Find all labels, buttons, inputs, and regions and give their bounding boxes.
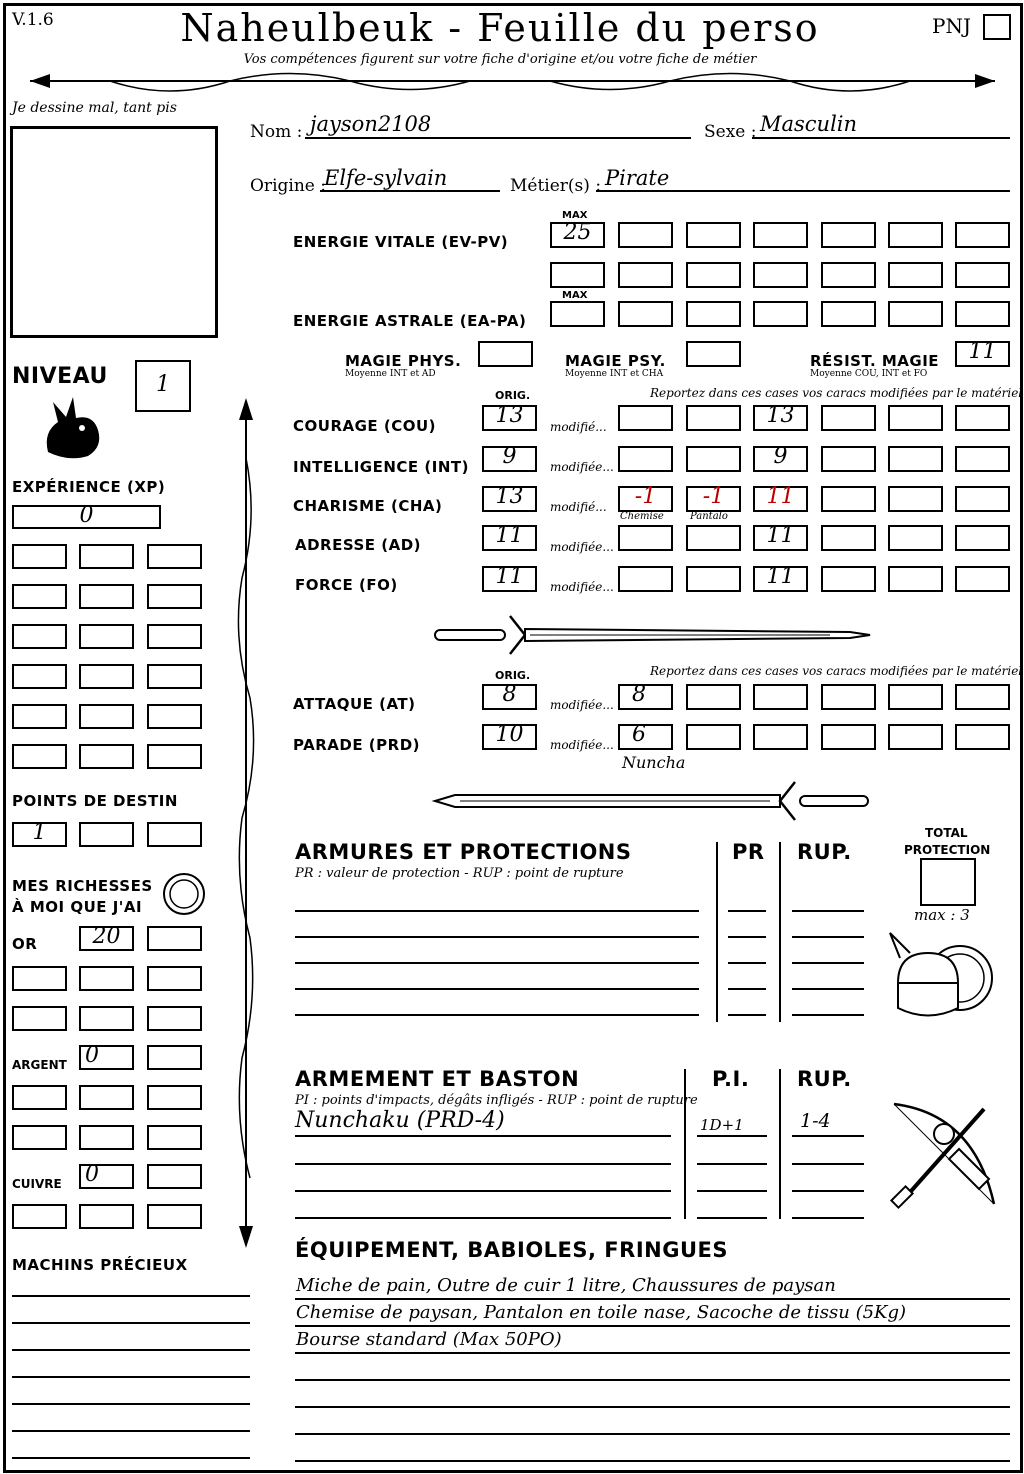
stat-orig-value: 13 xyxy=(495,403,524,428)
armement-line[interactable] xyxy=(295,1217,671,1219)
ev-box[interactable] xyxy=(821,262,876,288)
equipement-line[interactable] xyxy=(295,1406,1010,1408)
destin-box[interactable] xyxy=(79,822,134,847)
ea-box[interactable] xyxy=(821,301,876,327)
xp-cell[interactable] xyxy=(79,584,134,609)
prd-note: Nuncha xyxy=(622,753,686,772)
ev-label: ENERGIE VITALE (EV-PV) xyxy=(293,233,509,251)
max-note: max : 3 xyxy=(914,906,970,924)
ea-max-box[interactable] xyxy=(550,301,605,327)
armement-divider xyxy=(779,1069,781,1219)
magie-psy-note: Moyenne INT et CHA xyxy=(565,369,664,379)
armures-legend: PR : valeur de protection - RUP : point de rupture xyxy=(295,866,624,881)
armement-rup-line[interactable] xyxy=(792,1217,864,1219)
magie-phys-box[interactable] xyxy=(478,341,533,367)
niveau-label: NIVEAU xyxy=(12,364,108,389)
stat-mod-box[interactable] xyxy=(618,525,673,551)
stat-orig-box[interactable] xyxy=(482,566,537,592)
stat-mod-box[interactable] xyxy=(753,566,808,592)
armement-title: ARMEMENT ET BASTON xyxy=(295,1067,580,1091)
stat-mod-note: Chemise xyxy=(620,511,664,522)
argent-box[interactable] xyxy=(147,1085,202,1110)
cuivre-box[interactable] xyxy=(79,1164,134,1189)
prd-mod-box[interactable] xyxy=(753,724,808,750)
resist-magie-value: 11 xyxy=(968,339,997,364)
equipement-item[interactable]: Chemise de paysan, Pantalon en toile nase, Sacoche de tissu (5Kg) xyxy=(296,1302,907,1323)
ev-box[interactable] xyxy=(955,222,1010,248)
armure-rup-line[interactable] xyxy=(792,962,864,964)
armures-pr-label: PR xyxy=(732,840,765,864)
ev-box[interactable] xyxy=(686,262,741,288)
at-orig-box[interactable] xyxy=(482,684,537,710)
armures-divider xyxy=(716,842,718,1022)
stat-orig-value: 11 xyxy=(495,564,524,589)
total-protection-box[interactable] xyxy=(920,858,976,906)
armure-rup-line[interactable] xyxy=(792,988,864,990)
page-title: Naheulbeuk - Feuille du perso xyxy=(180,6,820,50)
stat-mod-box[interactable] xyxy=(955,486,1010,512)
at-mod-box[interactable] xyxy=(955,684,1010,710)
xp-box[interactable] xyxy=(12,505,161,529)
stat-mod-box[interactable] xyxy=(955,405,1010,431)
argent-box[interactable] xyxy=(12,1085,67,1110)
armement-rup-label: RUP. xyxy=(797,1067,852,1091)
stat-mod-box[interactable] xyxy=(888,446,943,472)
argent-box[interactable] xyxy=(79,1085,134,1110)
stat-label-cou: COURAGE (COU) xyxy=(293,417,437,435)
armure-rup-line[interactable] xyxy=(792,1014,864,1016)
equipement-line[interactable] xyxy=(295,1325,1010,1327)
xp-cell[interactable] xyxy=(147,544,202,569)
destin-box[interactable] xyxy=(147,822,202,847)
equipement-line[interactable] xyxy=(295,1352,1010,1354)
armement-rup-line[interactable] xyxy=(792,1135,864,1137)
argent-box[interactable] xyxy=(147,1125,202,1150)
or-box[interactable] xyxy=(12,1006,67,1031)
stat-mod-box[interactable] xyxy=(821,446,876,472)
prd-label: PARADE (PRD) xyxy=(293,736,421,754)
stat-mod-box[interactable] xyxy=(753,405,808,431)
xp-cell[interactable] xyxy=(147,624,202,649)
armures-rup-label: RUP. xyxy=(797,840,852,864)
equipement-line[interactable] xyxy=(295,1298,1010,1300)
metier-line xyxy=(596,190,1010,192)
nom-line xyxy=(305,137,691,139)
richesses-label-2: À MOI QUE J'AI xyxy=(12,898,143,916)
stat-mod-box[interactable] xyxy=(955,566,1010,592)
stat-mod-label: modifié... xyxy=(550,420,607,434)
at-mod-box[interactable] xyxy=(821,684,876,710)
or-box[interactable] xyxy=(79,1006,134,1031)
at-mod-box[interactable] xyxy=(618,684,673,710)
argent-box[interactable] xyxy=(12,1125,67,1150)
cuivre-box[interactable] xyxy=(147,1164,202,1189)
xp-label: EXPÉRIENCE (XP) xyxy=(12,478,166,496)
armure-pr-line[interactable] xyxy=(728,962,766,964)
destin-label: POINTS DE DESTIN xyxy=(12,792,178,810)
weapon-name[interactable]: Nunchaku (PRD-4) xyxy=(295,1108,505,1133)
armure-pr-line[interactable] xyxy=(728,910,766,912)
prd-orig-value: 10 xyxy=(495,722,524,747)
armure-rup-line[interactable] xyxy=(792,910,864,912)
magie-phys-note: Moyenne INT et AD xyxy=(345,369,436,379)
prd-mod-box[interactable] xyxy=(618,724,673,750)
nom-value[interactable]: jayson2108 xyxy=(310,112,432,136)
stat-mod-label: modifiée... xyxy=(550,460,614,474)
equipement-line[interactable] xyxy=(295,1379,1010,1381)
stats-note: Reportez dans ces cases vos caracs modifiées par le matériel xyxy=(650,386,1023,400)
ea-box[interactable] xyxy=(618,301,673,327)
stat-mod-value: 11 xyxy=(766,484,795,509)
xp-cell[interactable] xyxy=(12,704,67,729)
armure-line[interactable] xyxy=(295,910,699,912)
armures-divider xyxy=(779,842,781,1022)
ev-box[interactable] xyxy=(821,222,876,248)
equipement-line[interactable] xyxy=(295,1460,1010,1462)
or-box[interactable] xyxy=(79,966,134,991)
or-box[interactable] xyxy=(12,966,67,991)
niveau-box[interactable] xyxy=(135,360,191,412)
ev-box[interactable] xyxy=(955,262,1010,288)
ea-box[interactable] xyxy=(753,301,808,327)
or-box[interactable] xyxy=(147,966,202,991)
stat-orig-box[interactable] xyxy=(482,446,537,472)
armement-line[interactable] xyxy=(295,1135,671,1137)
armement-rup-line[interactable] xyxy=(792,1190,864,1192)
stat-mod-box[interactable] xyxy=(686,446,741,472)
argent-label: ARGENT xyxy=(12,1058,67,1072)
stat-mod-box[interactable] xyxy=(821,405,876,431)
ea-box[interactable] xyxy=(955,301,1010,327)
nom-label: Nom : xyxy=(250,122,303,142)
precieux-line[interactable] xyxy=(12,1376,250,1378)
ev-box[interactable] xyxy=(618,262,673,288)
xp-cell[interactable] xyxy=(147,584,202,609)
sexe-value[interactable]: Masculin xyxy=(760,112,858,136)
ev-box[interactable] xyxy=(686,222,741,248)
magie-phys-label: MAGIE PHYS. xyxy=(345,352,462,370)
at-label: ATTAQUE (AT) xyxy=(293,695,416,713)
or-label: OR xyxy=(12,935,38,953)
armure-line[interactable] xyxy=(295,988,699,990)
at-mod-value: 8 xyxy=(632,682,646,707)
xp-cell[interactable] xyxy=(79,744,134,769)
precieux-line[interactable] xyxy=(12,1349,250,1351)
armement-pi-line[interactable] xyxy=(697,1163,767,1165)
armures-title: ARMURES ET PROTECTIONS xyxy=(295,840,632,864)
armure-line[interactable] xyxy=(295,1014,699,1016)
stat-mod-value: -1 xyxy=(634,484,657,509)
armement-legend: PI : points d'impacts, dégâts infligés - RUP : point de rupture xyxy=(295,1093,698,1108)
stat-mod-box[interactable] xyxy=(753,525,808,551)
destin-value: 1 xyxy=(32,820,47,845)
precieux-line[interactable] xyxy=(12,1457,250,1459)
resist-magie-note: Moyenne COU, INT et FO xyxy=(810,369,928,379)
stat-mod-box[interactable] xyxy=(888,405,943,431)
stat-orig-value: 13 xyxy=(495,484,524,509)
ev-max-value: 25 xyxy=(563,220,592,245)
prd-mod-box[interactable] xyxy=(821,724,876,750)
xp-cell[interactable] xyxy=(12,744,67,769)
equipement-item[interactable]: Miche de pain, Outre de cuir 1 litre, Chaussures de paysan xyxy=(296,1275,836,1296)
stats-orig-label: ORIG. xyxy=(495,389,531,402)
stat-mod-box[interactable] xyxy=(618,405,673,431)
armement-pi-line[interactable] xyxy=(697,1190,767,1192)
prd-orig-box[interactable] xyxy=(482,724,537,750)
ea-box[interactable] xyxy=(686,301,741,327)
weapon-rup[interactable]: 1-4 xyxy=(800,1110,831,1132)
ea-label: ENERGIE ASTRALE (EA-PA) xyxy=(293,312,527,330)
xp-cell[interactable] xyxy=(12,664,67,689)
equipement-title: ÉQUIPEMENT, BABIOLES, FRINGUES xyxy=(295,1238,728,1262)
destin-box[interactable] xyxy=(12,822,67,847)
ev-max-box[interactable] xyxy=(550,222,605,248)
stat-orig-value: 9 xyxy=(502,444,517,469)
stat-mod-box[interactable] xyxy=(686,405,741,431)
metier-label: Métier(s) : xyxy=(510,176,602,196)
origine-value[interactable]: Elfe-sylvain xyxy=(324,166,448,190)
prd-mod-box[interactable] xyxy=(955,724,1010,750)
xp-cell[interactable] xyxy=(147,744,202,769)
xp-cell[interactable] xyxy=(12,624,67,649)
prd-mod-box[interactable] xyxy=(686,724,741,750)
stat-mod-box[interactable] xyxy=(888,486,943,512)
armement-rup-line[interactable] xyxy=(792,1163,864,1165)
stat-mod-box[interactable] xyxy=(821,486,876,512)
xp-cell[interactable] xyxy=(12,544,67,569)
argent-box[interactable] xyxy=(79,1045,134,1070)
stat-mod-box[interactable] xyxy=(686,525,741,551)
armement-pi-label: P.I. xyxy=(712,1067,750,1091)
ev-box[interactable] xyxy=(618,222,673,248)
stat-mod-box[interactable] xyxy=(888,525,943,551)
stat-orig-box[interactable] xyxy=(482,525,537,551)
combat-orig-label: ORIG. xyxy=(495,669,531,682)
sexe-label: Sexe : xyxy=(704,122,757,142)
dragon-icon xyxy=(38,392,106,464)
resist-magie-box[interactable] xyxy=(955,341,1010,367)
xp-cell[interactable] xyxy=(79,544,134,569)
at-orig-value: 8 xyxy=(502,682,517,707)
prd-mod-box[interactable] xyxy=(888,724,943,750)
cuivre-box[interactable] xyxy=(79,1204,134,1229)
stat-mod-box[interactable] xyxy=(618,566,673,592)
stat-label-fo: FORCE (FO) xyxy=(295,576,398,594)
or-value: 20 xyxy=(92,924,121,949)
version-label: V.1.6 xyxy=(12,10,54,30)
stat-mod-box[interactable] xyxy=(955,446,1010,472)
stat-mod-value: 13 xyxy=(766,403,795,428)
page-subtitle: Vos compétences figurent sur votre fiche d'origine et/ou votre fiche de métier xyxy=(243,52,757,67)
niveau-value: 1 xyxy=(156,372,170,397)
stat-label-int: INTELLIGENCE (INT) xyxy=(293,458,469,476)
stat-label-ad: ADRESSE (AD) xyxy=(295,536,422,554)
origine-label: Origine : xyxy=(250,176,326,196)
crossed-weapons-icon xyxy=(884,1094,1010,1220)
xp-cell[interactable] xyxy=(147,704,202,729)
or-box[interactable] xyxy=(147,1006,202,1031)
stat-mod-box[interactable] xyxy=(955,525,1010,551)
prd-mod-value: 6 xyxy=(632,722,646,747)
xp-cell[interactable] xyxy=(147,664,202,689)
stat-mod-value: 11 xyxy=(766,523,795,548)
argent-box[interactable] xyxy=(79,1125,134,1150)
precieux-line[interactable] xyxy=(12,1295,250,1297)
total-label-2: PROTECTION xyxy=(904,843,991,857)
cuivre-label: CUIVRE xyxy=(12,1177,62,1191)
origine-line xyxy=(320,190,500,192)
armure-rup-line[interactable] xyxy=(792,936,864,938)
armure-pr-line[interactable] xyxy=(728,1014,766,1016)
prd-mod-label: modifiée... xyxy=(550,738,614,752)
stat-orig-box[interactable] xyxy=(482,405,537,431)
sword-icon xyxy=(430,778,875,824)
armement-divider xyxy=(684,1069,686,1219)
magie-psy-box[interactable] xyxy=(686,341,741,367)
stat-mod-value: -1 xyxy=(702,484,725,509)
or-box[interactable] xyxy=(79,926,134,951)
resist-magie-label: RÉSIST. MAGIE xyxy=(810,352,940,370)
pnj-checkbox[interactable] xyxy=(983,14,1011,40)
cuivre-value: 0 xyxy=(85,1162,99,1187)
precieux-line[interactable] xyxy=(12,1403,250,1405)
stat-mod-box[interactable] xyxy=(686,486,741,512)
stat-mod-box[interactable] xyxy=(753,446,808,472)
sexe-line xyxy=(752,137,1010,139)
pnj-label: PNJ xyxy=(932,14,971,38)
at-mod-box[interactable] xyxy=(888,684,943,710)
stat-mod-box[interactable] xyxy=(618,446,673,472)
ev-box[interactable] xyxy=(888,262,943,288)
argent-value: 0 xyxy=(85,1043,99,1068)
at-mod-box[interactable] xyxy=(686,684,741,710)
stat-mod-note: Pantalo xyxy=(690,511,728,522)
stat-orig-box[interactable] xyxy=(482,486,537,512)
combat-note: Reportez dans ces cases vos caracs modifiées par le matériel xyxy=(650,664,1023,678)
ea-max-label: MAX xyxy=(562,290,588,301)
at-mod-box[interactable] xyxy=(753,684,808,710)
armement-line[interactable] xyxy=(295,1163,671,1165)
stat-mod-box[interactable] xyxy=(753,486,808,512)
spear-divider-icon xyxy=(10,66,1014,100)
stat-mod-value: 11 xyxy=(766,564,795,589)
stat-mod-label: modifié... xyxy=(550,500,607,514)
stat-label-cha: CHARISME (CHA) xyxy=(293,497,443,515)
precieux-label: MACHINS PRÉCIEUX xyxy=(12,1256,188,1274)
cuivre-box[interactable] xyxy=(147,1204,202,1229)
armement-line[interactable] xyxy=(295,1190,671,1192)
xp-value: 0 xyxy=(79,503,94,528)
ev-box[interactable] xyxy=(753,262,808,288)
armement-pi-line[interactable] xyxy=(697,1217,767,1219)
stat-mod-label: modifiée... xyxy=(550,580,614,594)
coin-icon xyxy=(160,870,208,918)
ev-max-label: MAX xyxy=(562,210,588,221)
precieux-line[interactable] xyxy=(12,1430,250,1432)
xp-cell[interactable] xyxy=(79,664,134,689)
magie-psy-label: MAGIE PSY. xyxy=(565,352,666,370)
stat-mod-box[interactable] xyxy=(821,525,876,551)
equipement-item[interactable]: Bourse standard (Max 50PO) xyxy=(296,1329,562,1350)
armure-line[interactable] xyxy=(295,962,699,964)
stat-mod-box[interactable] xyxy=(888,566,943,592)
precieux-line[interactable] xyxy=(12,1322,250,1324)
spear-icon xyxy=(228,398,264,1248)
total-label-1: TOTAL xyxy=(925,826,968,840)
equipement-line[interactable] xyxy=(295,1433,1010,1435)
stat-mod-box[interactable] xyxy=(686,566,741,592)
ev-box[interactable] xyxy=(888,222,943,248)
portrait-box[interactable] xyxy=(10,126,218,338)
armement-pi-line[interactable] xyxy=(697,1135,767,1137)
cuivre-box[interactable] xyxy=(12,1204,67,1229)
stat-mod-box[interactable] xyxy=(821,566,876,592)
stat-mod-label: modifiée... xyxy=(550,540,614,554)
xp-cell[interactable] xyxy=(12,584,67,609)
at-mod-label: modifiée... xyxy=(550,698,614,712)
ev-box[interactable] xyxy=(550,262,605,288)
metier-value[interactable]: Pirate xyxy=(605,166,670,190)
armure-pr-line[interactable] xyxy=(728,936,766,938)
xp-cell[interactable] xyxy=(79,704,134,729)
helmet-shield-icon xyxy=(888,928,1000,1028)
stat-mod-value: 9 xyxy=(773,444,788,469)
xp-cell[interactable] xyxy=(79,624,134,649)
argent-box[interactable] xyxy=(147,1045,202,1070)
richesses-label-1: MES RICHESSES xyxy=(12,877,153,895)
stat-orig-value: 11 xyxy=(495,523,524,548)
weapon-pi[interactable]: 1D+1 xyxy=(700,1116,744,1134)
ea-box[interactable] xyxy=(888,301,943,327)
or-box[interactable] xyxy=(147,926,202,951)
armure-pr-line[interactable] xyxy=(728,988,766,990)
ev-box[interactable] xyxy=(753,222,808,248)
portrait-caption: Je dessine mal, tant pis xyxy=(12,100,177,116)
stat-mod-box[interactable] xyxy=(618,486,673,512)
armure-line[interactable] xyxy=(295,936,699,938)
sword-icon xyxy=(430,612,875,658)
